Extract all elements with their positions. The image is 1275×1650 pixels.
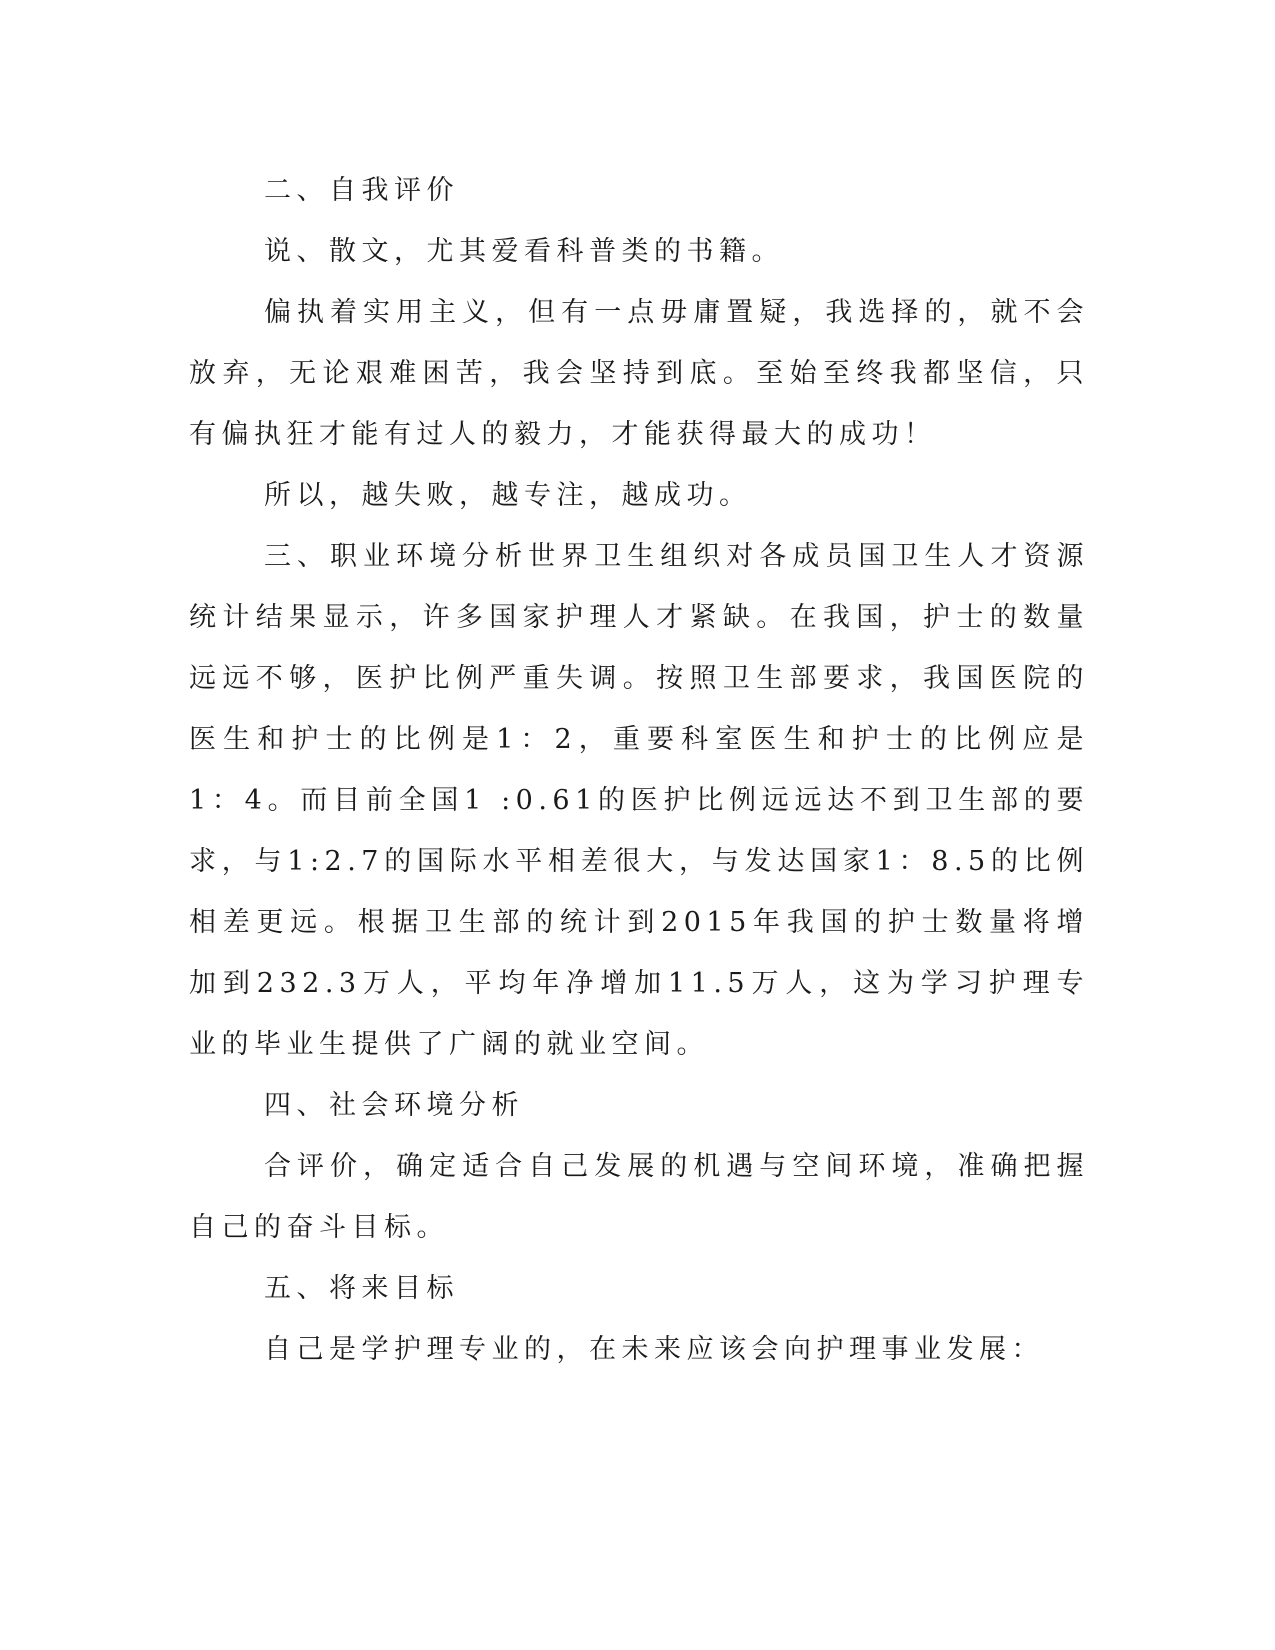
- paragraph-future-goals: 自己是学护理专业的，在未来应该会向护理事业发展：: [264, 1334, 1044, 1365]
- paragraph-persistence: 偏执着实用主义，但有一点毋庸置疑，我选择的，就不会放弃，无论艰难困苦，我会坚持到底。至始至终我都坚信，只有偏执狂才能有过人的毅力，才能获得最大的成功！: [189, 297, 1089, 450]
- paragraph-motto: 所以，越失败，越专注，越成功。: [264, 480, 752, 511]
- document-body: [189, 160, 1089, 1380]
- paragraph-social-environment: 合评价，确定适合自己发展的机遇与空间环境，准确把握自己的奋斗目标。: [189, 1151, 1089, 1243]
- heading-social-environment: 四、社会环境分析: [264, 1090, 524, 1121]
- heading-self-evaluation: 二、自我评价: [264, 175, 459, 206]
- paragraph-reading-interests: 说、散文，尤其爱看科普类的书籍。: [264, 236, 784, 267]
- heading-future-goals: 五、将来目标: [264, 1273, 459, 1304]
- paragraph-career-environment: 三、职业环境分析世界卫生组织对各成员国卫生人才资源统计结果显示，许多国家护理人才紧缺。在我国，护士的数量远远不够，医护比例严重失调。按照卫生部要求，我国医院的医生和护士的比例是1：2，重要科室医生和护士的比例应是1：4。而目前全国1 :0.61的医护比例远远达不到卫生部的要求，与1:2.7的国际水平相差很大，与发达国家1：8.5的比例相差更远。根据卫生部的统计到2015年我国的护士数量将增加到232.3万人，平均年净增加11.5万人，这为学习护理专业的毕业生提供了广阔的就业空间。: [189, 541, 1089, 1060]
